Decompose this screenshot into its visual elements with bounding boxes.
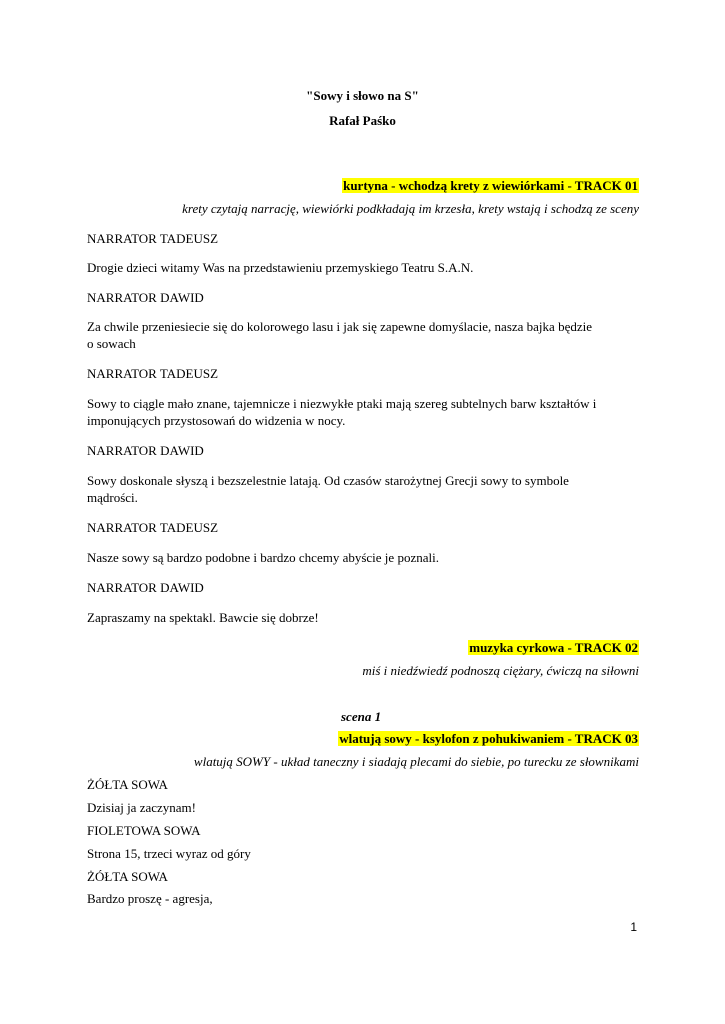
music-cue bbox=[342, 178, 639, 194]
scene-heading: scena 1 bbox=[341, 709, 382, 724]
speaker-name: NARRATOR TADEUSZ bbox=[87, 366, 219, 381]
cue-highlight: wlatują sowy - ksylofon z pohukiwaniem - TRACK 03 bbox=[339, 731, 638, 746]
dialogue-line: o sowach bbox=[87, 336, 136, 351]
dialogue-line: Dzisiaj ja zaczynam! bbox=[87, 800, 196, 815]
speaker-name: NARRATOR DAWID bbox=[87, 290, 204, 305]
stage-direction: krety czytają narrację, wiewiórki podkładają im krzesła, krety wstają i schodzą ze sceny bbox=[182, 201, 639, 216]
dialogue-line: imponujących przystosowań do widzenia w nocy. bbox=[87, 413, 346, 428]
play-title: "Sowy i słowo na S" bbox=[306, 88, 419, 103]
stage-direction: miś i niedźwiedź podnoszą ciężary, ćwiczą na siłowni bbox=[362, 663, 639, 678]
dialogue-line: Sowy doskonale słyszą i bezszelestnie latają. Od czasów starożytnej Grecji sowy to symbole bbox=[87, 473, 569, 488]
speaker-name: FIOLETOWA SOWA bbox=[87, 823, 201, 838]
speaker-name: NARRATOR DAWID bbox=[87, 443, 204, 458]
dialogue-line: Strona 15, trzeci wyraz od góry bbox=[87, 846, 251, 861]
dialogue-line: Sowy to ciągle mało znane, tajemnicze i niezwykłe ptaki mają szereg subtelnych barw kształtów i bbox=[87, 396, 597, 411]
cue-highlight: muzyka cyrkowa - TRACK 02 bbox=[469, 640, 638, 655]
stage-direction-part: - układ taneczny i siadają plecami do siebie, po turecku ze słownikami bbox=[270, 754, 639, 769]
dialogue-line: Za chwile przeniesiecie się do kolorowego lasu i jak się zapewne domyślacie, nasza bajka będzie bbox=[87, 319, 592, 334]
speaker-name: NARRATOR TADEUSZ bbox=[87, 231, 219, 246]
dialogue-line: Zapraszamy na spektakl. Bawcie się dobrze! bbox=[87, 610, 319, 625]
speaker-name: ŻÓŁTA SOWA bbox=[87, 869, 168, 884]
cue-highlight: kurtyna - wchodzą krety z wiewiórkami - TRACK 01 bbox=[343, 178, 638, 193]
dialogue-line: mądrości. bbox=[87, 490, 138, 505]
speaker-name: NARRATOR DAWID bbox=[87, 580, 204, 595]
dialogue-line: Nasze sowy są bardzo podobne i bardzo chcemy abyście je poznali. bbox=[87, 550, 439, 565]
page-number: 1 bbox=[630, 920, 637, 934]
music-cue bbox=[338, 731, 639, 747]
stage-direction bbox=[194, 754, 639, 770]
speaker-name: NARRATOR TADEUSZ bbox=[87, 520, 219, 535]
dialogue-line: Drogie dzieci witamy Was na przedstawieniu przemyskiego Teatru S.A.N. bbox=[87, 260, 474, 275]
dialogue-line: Bardzo proszę - agresja, bbox=[87, 891, 213, 906]
music-cue bbox=[468, 640, 639, 656]
play-author: Rafał Paśko bbox=[329, 113, 396, 128]
speaker-name: ŻÓŁTA SOWA bbox=[87, 777, 168, 792]
stage-direction-part: wlatują SOWY bbox=[193, 754, 271, 769]
